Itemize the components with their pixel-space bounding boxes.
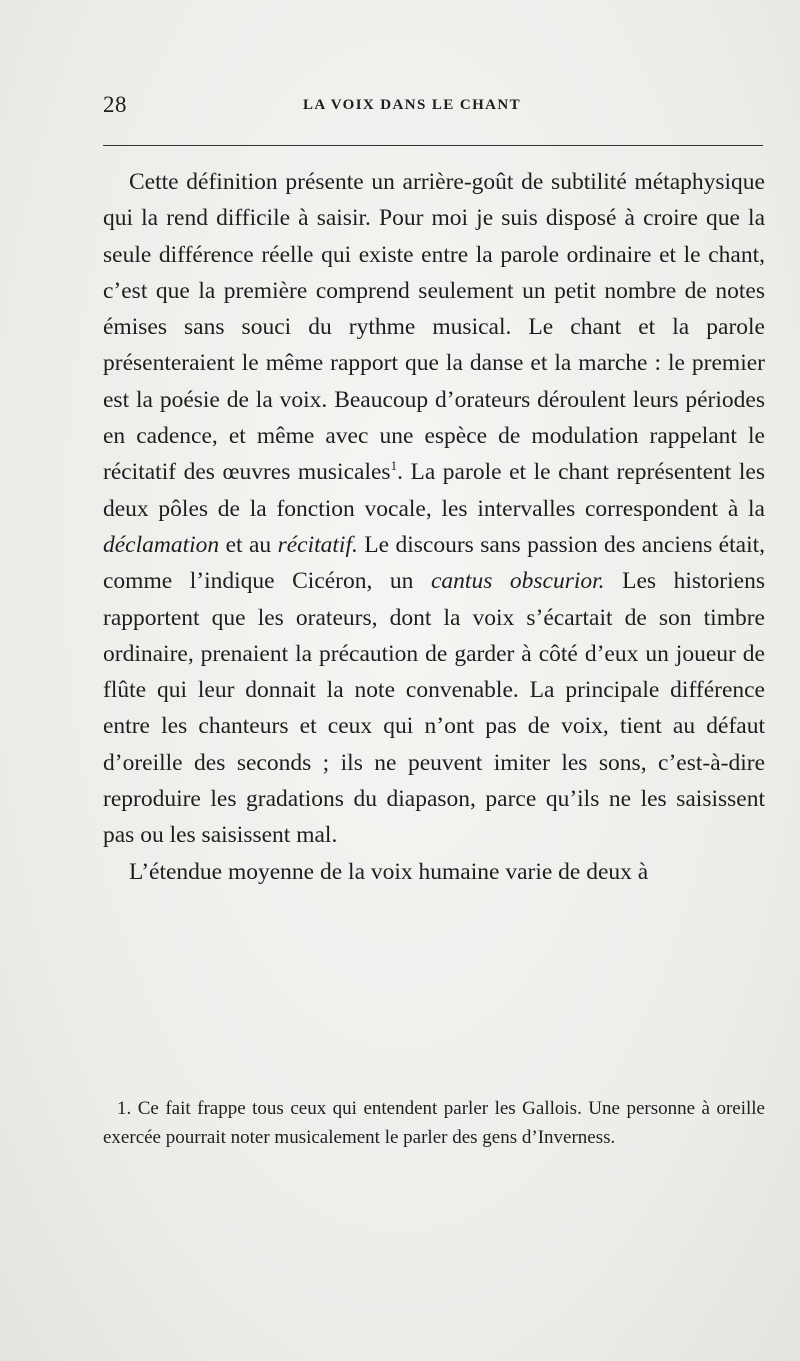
text-span: . La parole et le chant représentent les deux pôles de la fonction vocale, les intervalles correspondent à la	[103, 459, 765, 522]
text-span: Cette définition présente un arrière-goût de subtilité métaphysique qui la rend difficile à saisir. Pour moi je suis disposé à croire que la seule différence réelle qui existe entre la parole ordinaire et le chant, c’est que la première comprend seulement un petit nombre de notes émises sans souci du rythme musical. Le chant et la parole présenteraient le même rapport que la danse et la marche : le premier est la poésie de la voix. Beaucoup d’orateurs déroulent leurs périodes en cadence, et même avec une espèce de modulation rappelant le récitatif des œuvres musicales	[103, 169, 765, 486]
page-number: 28	[103, 92, 127, 117]
footnote	[103, 1094, 765, 1152]
text-span: Les historiens rapportent que les orateurs, dont la voix s’écartait de son timbre ordinaire, prenaient la précaution de garder à côté d’eux un joueur de flûte qui leur donnait la note convenable. La principale différence entre les chanteurs et ceux qui n’ont pas de voix, tient au défaut d’oreille des seconds ; ils ne peuvent imiter les sons, c’est-à-dire reproduire les gradations du diapason, parce qu’ils ne les saisissent pas ou les saisissent mal.	[103, 568, 765, 849]
paragraph-1	[103, 164, 765, 854]
text-span: Le discours sans passion des anciens était, comme l’indique Cicéron, un	[103, 531, 765, 595]
text-span: et au	[219, 531, 278, 558]
footnote-reference: 1	[390, 458, 398, 474]
page-header	[103, 92, 763, 132]
italic-term-declamation: déclamation	[103, 531, 220, 558]
italic-term-cantus-obscurior: cantus obscurior.	[430, 568, 605, 595]
header-rule	[103, 145, 763, 146]
running-title: LA VOIX DANS LE CHANT	[303, 97, 522, 113]
paragraph-2: L’étendue moyenne de la voix humaine varie de deux à	[129, 858, 649, 885]
main-text	[103, 164, 765, 890]
footnote-1: 1. Ce fait frappe tous ceux qui entendent parler les Gallois. Une personne à oreille exercée pourrait noter musicalement le parler des gens d’Inverness.	[103, 1098, 765, 1148]
italic-term-recitatif: récitatif.	[277, 531, 358, 558]
